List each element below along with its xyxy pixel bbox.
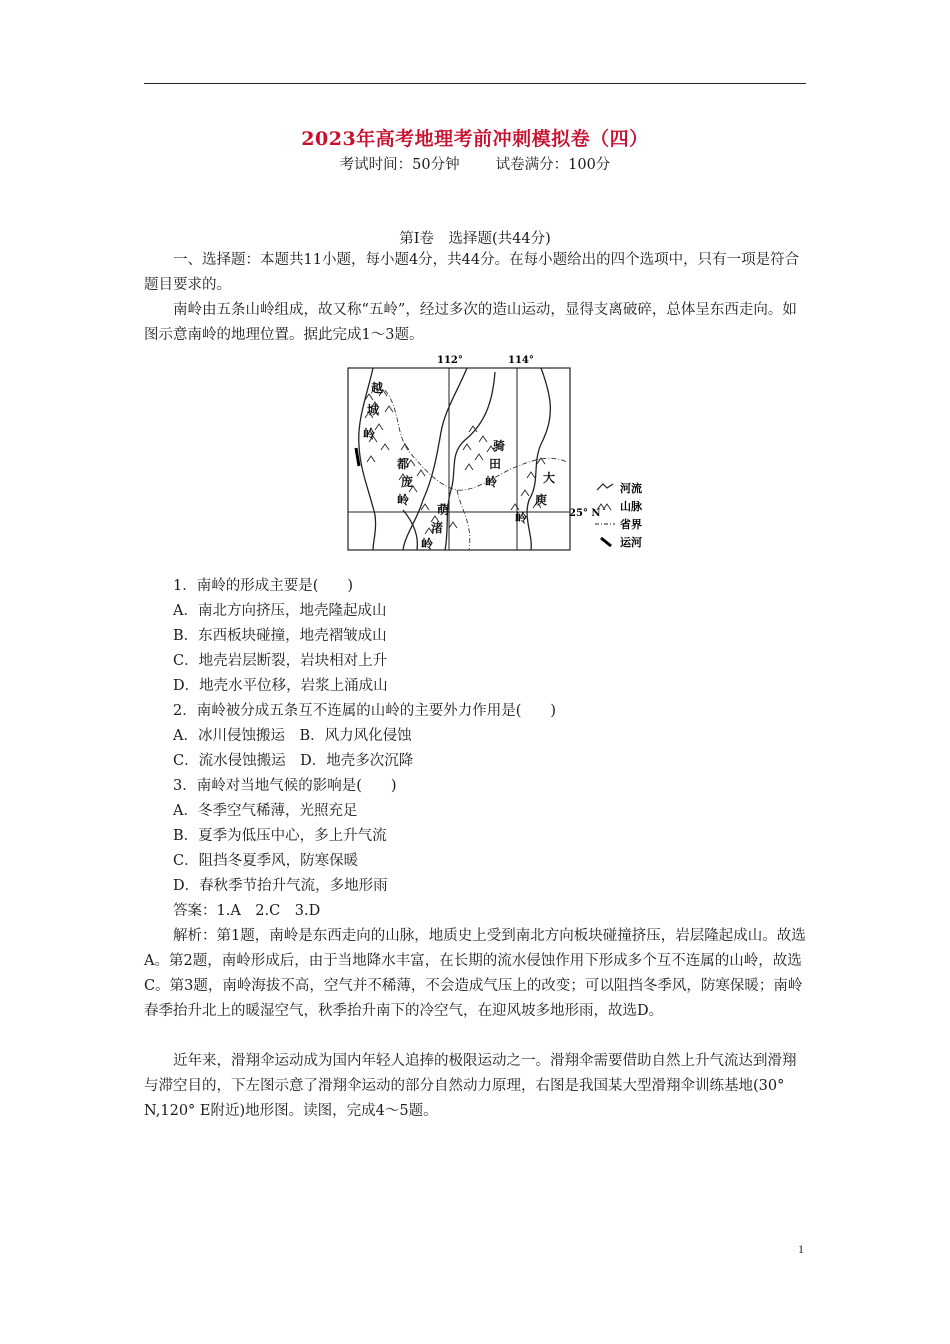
q3-option-b: B．夏季为低压中心，多上升气流 [173, 828, 387, 844]
passage-2: 近年来，滑翔伞运动成为国内年轻人追捧的极限运动之一。滑翔伞需要借助自然上升气流达到滑翔与滞空目的，下左图示意了滑翔伞运动的部分自然动力原理，右图是我国某大型滑翔伞训练基地(30° N,120° E附近)地形图。读图，完成4～5题。 [144, 1053, 797, 1119]
section-instructions: 一、选择题：本题共11小题，每小题4分，共44分。在每小题给出的四个选项中，只有一项是符合题目要求的。 [144, 252, 800, 293]
question-2-stem: 2．南岭被分成五条互不连属的山岭的主要外力作用是( ) [173, 703, 557, 719]
full-score: 试卷满分：100分 [495, 157, 611, 173]
label-dayu-1: 大 [543, 471, 556, 485]
legend-river: 河流 [620, 482, 642, 495]
label-mengzhu-1: 萌 [437, 503, 450, 517]
q2-options-ab: A．冰川侵蚀搬运 B．风力风化侵蚀 [173, 728, 412, 744]
label-mengzhu-3: 岭 [421, 537, 434, 551]
nanling-map-figure [345, 350, 655, 555]
q1-option-a: A．南北方向挤压，地壳隆起成山 [173, 603, 387, 619]
label-dupang-1: 都 [397, 457, 410, 471]
q3-option-d: D．春秋季节抬升气流，多地形雨 [173, 878, 388, 894]
q1-option-d: D．地壳水平位移，岩浆上涌成山 [173, 678, 388, 694]
legend-border: 省界 [620, 518, 642, 531]
label-qitian-1: 骑 [493, 439, 506, 453]
q1-option-b: B．东西板块碰撞，地壳褶皱成山 [173, 628, 387, 644]
analysis-paragraph: 解析：第1题，南岭是东西走向的山脉，地质史上受到南北方向板块碰撞挤压，岩层隆起成山。故选A。第2题，南岭形成后，由于当地降水丰富，在长期的流水侵蚀作用下形成多个互不连属的山岭，故选C。第3题，南岭海拔不高，空气并不稀薄，不会造成气压上的改变；可以阻挡冬季风，防寒保暖；南岭春季抬升北上的暖湿空气，秋季抬升南下的冷空气，在迎风坡多地形雨，故选D。 [144, 928, 806, 1019]
exam-time: 考试时间：50分钟 [339, 157, 460, 173]
question-3-stem: 3．南岭对当地气候的影响是( ) [173, 778, 397, 794]
legend-river-icon [597, 484, 613, 490]
question-1-stem: 1．南岭的形成主要是( ) [173, 578, 354, 594]
lat-label-25n: 25° N [569, 508, 601, 519]
section-heading: 第Ⅰ卷 选择题(共44分) [399, 231, 551, 247]
q1-option-c: C．地壳岩层断裂，岩块相对上升 [173, 653, 388, 669]
legend-canal-icon [601, 538, 611, 546]
page-number: 1 [798, 1242, 804, 1256]
canal [356, 448, 359, 466]
label-mengzhu-2: 渚 [431, 521, 444, 535]
legend-mountain: 山脉 [620, 500, 642, 513]
map-legend [595, 481, 643, 549]
label-dayu-2: 庾 [535, 493, 548, 507]
label-yuecheng-2: 城 [367, 403, 380, 417]
exam-info [0, 153, 950, 174]
nanling-map [345, 350, 655, 555]
label-dupang-3: 岭 [397, 493, 410, 507]
label-dupang-2: 庞 [401, 475, 414, 489]
legend-canal: 运河 [620, 536, 642, 549]
lon-label-112: 112° [437, 355, 463, 366]
passage-1: 南岭由五条山岭组成，故又称“五岭”，经过多次的造山运动，显得支离破碎，总体呈东西走向。如图示意南岭的地理位置。据此完成1～3题。 [144, 302, 797, 343]
exam-title: 2023年高考地理考前冲刺模拟卷（四） [301, 128, 649, 150]
label-qitian-3: 岭 [485, 475, 498, 489]
header-rule [144, 83, 806, 84]
q3-option-a: A．冬季空气稀薄，光照充足 [173, 803, 358, 819]
q3-option-c: C．阻挡冬夏季风，防寒保暖 [173, 853, 359, 869]
label-qitian-2: 田 [489, 457, 502, 471]
lon-label-114: 114° [508, 355, 534, 366]
label-yuecheng-1: 越 [371, 381, 384, 395]
label-dayu-3: 岭 [515, 511, 528, 525]
answer-line: 答案：1.A 2.C 3.D [173, 903, 321, 919]
label-yuecheng-3: 岭 [363, 427, 376, 441]
q2-options-cd: C．流水侵蚀搬运 D．地壳多次沉降 [173, 753, 414, 769]
